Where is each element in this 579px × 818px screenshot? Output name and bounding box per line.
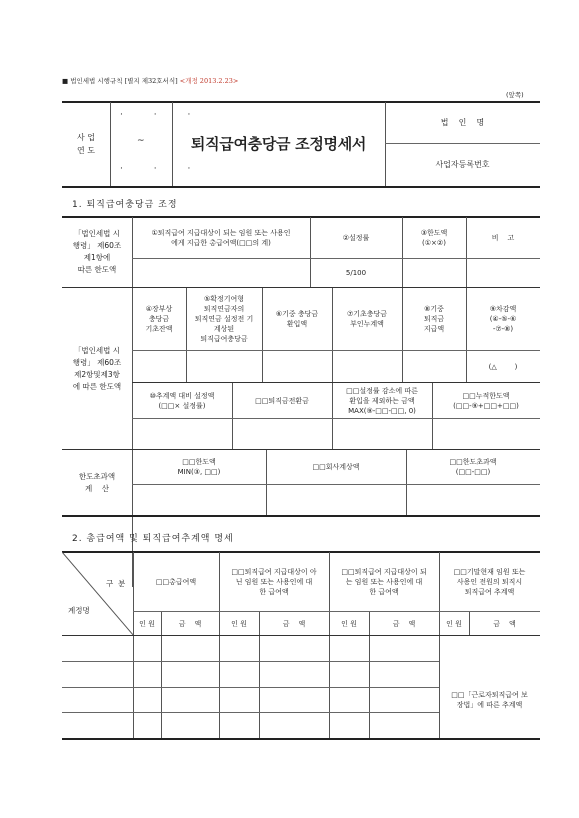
business-number-label: 사업자등록번호: [435, 160, 490, 169]
net-negative-mark: (△ ): [488, 362, 518, 371]
col15-company-amount: □□회사계상액: [312, 463, 360, 471]
section1-title: 1. 퇴직급여충당금 조정: [72, 200, 178, 210]
header-divider-1: [110, 102, 111, 186]
amount-col-4: 금 액: [493, 619, 516, 628]
form-reference-text: ■ 법인세법 시행규칙 [별지 제32호서식]: [62, 77, 180, 85]
s2-row-line-1: [62, 661, 439, 662]
s1c-row-line: [132, 418, 540, 419]
col4-book-reserve: ④장부상 충당금 기초잔액: [145, 305, 173, 333]
form-title: 퇴직급여충당금 조정명세서: [190, 135, 367, 153]
col6-reversal: ⑥기중 충당금 환입액: [275, 310, 319, 328]
col2-rate: ②설정률: [342, 233, 370, 242]
limit-art60-2-3-label: 「법인세법 시 행령」 제60조 제2항및제3항 에 따른 한도액: [72, 345, 122, 391]
rate-value: 5/100: [345, 269, 367, 277]
amount-col-3: 금 액: [392, 619, 416, 628]
s2-row-line-3: [62, 712, 439, 713]
col3-limit: ③한도액 (①×②): [420, 228, 448, 247]
section1-bottom-border: [62, 515, 540, 517]
col-remarks: 비 고: [491, 233, 515, 242]
col11-conversion: □□퇴직금전환금: [255, 396, 309, 405]
persons-col-1: 인 원: [139, 619, 155, 628]
total-salary-header: □□총급여액: [155, 577, 197, 586]
section2-title: 2. 총급여액 및 퇴직급여추계액 명세: [72, 534, 234, 544]
persons-col-3: 인 원: [341, 619, 357, 628]
col10-estimate-ratio: ⑩추계액 대비 설정액 (□□× 설정률): [149, 391, 215, 410]
s1d-row-line: [132, 484, 540, 485]
corporation-name-label: 법 인 명: [440, 117, 485, 127]
excess-calc-label: 한도초과액 계 산: [78, 471, 116, 493]
s2-row-line-2: [62, 687, 439, 688]
form-reference: [62, 76, 238, 85]
period-tilde: ~: [137, 136, 145, 146]
col8-paid: ⑧기중 퇴직금 지급액: [423, 305, 445, 333]
gubun-diagonal: [62, 552, 134, 636]
eligible-salary-header: □□퇴직급여 지급대상이 되 는 임원 또는 사용인에 대 한 급여액: [341, 567, 427, 596]
col14-limit: □□한도액 MIN(③, □□): [177, 458, 221, 476]
persons-col-2: 인 원: [231, 619, 247, 628]
col1-total-salary: ①퇴직급여 지급대상이 되는 임원 또는 사용인 에게 지급한 총급여액(□□의 계): [151, 228, 291, 247]
col12-excluded: □□설정률 감소에 따른 환입을 제외하는 금액 MAX(⑨-□□-□□, 0): [346, 386, 418, 415]
section2-bottom-border: [62, 738, 540, 740]
retirement-act-estimate: □□「근로자퇴직급여 보 장법」에 따른 추계액: [451, 691, 528, 709]
col13-cumulative: □□누적한도액 (□□-⑨+□□+□□): [453, 391, 519, 410]
amount-col-2: 금 액: [282, 619, 306, 628]
s2-header-bottom: [62, 635, 540, 636]
account-name-label: 계정명: [68, 606, 90, 615]
col7-denied: ⑦기초충당금 부인누계액: [346, 310, 388, 328]
revision-note: <개정 2013.2.23>: [179, 77, 239, 85]
col16-excess: □□한도초과액 (□□-□□): [449, 458, 497, 476]
amount-col-1: 금 액: [178, 619, 202, 628]
col9-net: ⑨차감액 (④-⑤-⑥ -⑦-⑧): [489, 305, 517, 333]
limit-art60-1-label: 「법인세법 시 행령」 제60조 제1항에 따른 한도액: [72, 229, 122, 274]
persons-col-4: 인 원: [446, 619, 462, 628]
business-year-label: 사 업 연 도: [77, 133, 95, 155]
period-end-date: · · ·: [120, 164, 205, 174]
gubun-label: 구 분: [106, 579, 126, 588]
non-eligible-salary-header: □□퇴직급여 지급대상이 아 닌 임원 또는 사용인에 대 한 급여액: [231, 567, 317, 596]
header-bottom-border: [62, 186, 540, 188]
col5-dc-reserve: ⑤확정기여형 퇴직연금자의 퇴직연금 설정전 기 계상된 퇴직급여충당금: [194, 295, 254, 343]
period-start-date: · · ·: [120, 110, 205, 120]
estimated-retirement-header: □□기말현재 임원 또는 사용인 전원의 퇴직시 퇴직급여 추계액: [453, 567, 526, 596]
page-side-label: (앞쪽): [506, 91, 524, 99]
